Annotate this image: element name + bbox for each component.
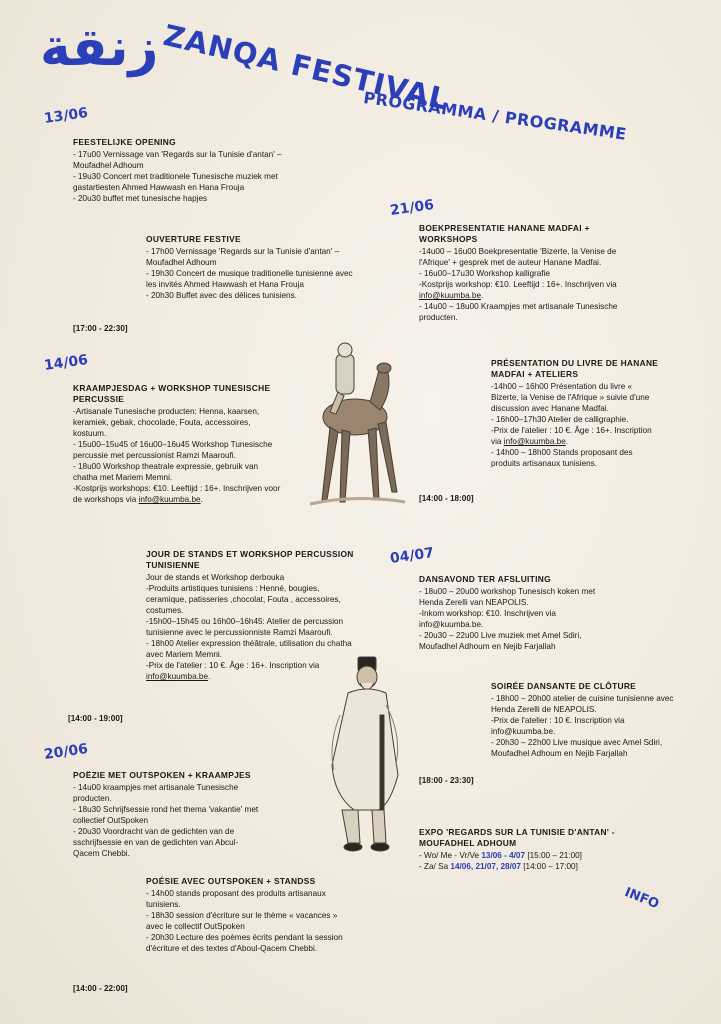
list-item: -Artisanale Tunesische producten: Henna, kaarsen, keramiek, gebak, chocolade, Fouta, accessoires, kostuum.	[73, 407, 260, 438]
list-item: - 19h30 Concert de musique traditionelle tunisienne avec les invités Ahmed Hawwash et Hana Frouja	[146, 269, 353, 289]
list-item: - 18u00 – 20u00 workshop Tunesisch koken met Henda Zerelli van NEAPOLIS.	[419, 587, 596, 607]
day3-fr-block	[146, 876, 346, 954]
list-item: -Prix de l'atelier : 10 €. Âge : 16+. Inscription via info@kuumba.be.	[491, 426, 652, 446]
list-item: -Produits artistiques tunisiens : Henné, bougies, ceramique, patisseries ,chocolat, Fouta , accessoires, costumes.	[146, 584, 341, 615]
expo-days: - Wo/ Me - Vr/Ve	[419, 851, 482, 860]
list-item: - 16h00–17h30 Atelier de calligraphie.	[491, 415, 629, 424]
list-item: - 14u00 – 18u00 Kraampjes met artisanale Tunesische producten.	[419, 302, 618, 322]
date-14-06: 14/06	[43, 352, 89, 374]
list-item: - 17h00 Vernissage 'Regards sur la Tunisie d'antan' – Moufadhel Adhoum	[146, 247, 340, 267]
expo-dates: 14/06, 21/07, 28/07	[450, 862, 521, 871]
day2-nl-block	[73, 383, 281, 505]
day3-nl-block	[73, 770, 263, 859]
expo-title: EXPO 'REGARDS SUR LA TUNISIE D'ANTAN' - MOUFADHEL ADHOUM	[419, 827, 615, 848]
day5-fr-title: SOIRÉE DANSANTE DE CLÔTURE	[491, 681, 637, 691]
programme-heading: PROGRAMMA / PROGRAMME	[362, 88, 628, 144]
email-link[interactable]: info@kuumba.be	[146, 672, 209, 681]
day2-time: [14:00 - 19:00]	[68, 714, 123, 723]
day1-nl-block	[73, 137, 283, 204]
list-item: -Kostprijs workshops: €10. Leeftijd : 16+. Inschrijven voor de workshops via info@kuumba.be.	[73, 484, 281, 504]
list-item: -15h00–15h45 ou 16h00–16h45: Atelier de percussion tunisienne avec le percussionniste Ramzi Maaroufi.	[146, 617, 344, 637]
list-item: -14h00 – 16h00 Présentation du livre « Bizerte, la Venise de l'Afrique » suivie d'une discussion avec Hanane Madfai.	[491, 382, 650, 413]
day5-nl-title: DANSAVOND TER AFSLUITING	[419, 574, 551, 584]
list-item: -14u00 – 16u00 Boekpresentatie 'Bizerte, la Venise de l'Afrique' + gesprek met de auteur Hanane Madfai.	[419, 247, 617, 267]
expo-hours: [14:00 – 17:00]	[520, 862, 578, 871]
list-item: - 20u30 Voordracht van de gedichten van de sschrijfsessie en van de gedichten van Abcul-Qacem Chebbi.	[73, 827, 239, 858]
list-item: - 18h00 – 20h00 atelier de cuisine tunisienne avec Henda Zerelli de NEAPOLIS.	[491, 694, 674, 714]
list-item: -Kostprijs workshop: €10. Leeftijd : 16+. Inschrijven via info@kuumba.be.	[419, 280, 617, 300]
day1-nl-title: FEESTELIJKE OPENING	[73, 137, 176, 147]
day5-time: [18:00 - 23:30]	[419, 776, 474, 785]
list-item: - 20h30 Buffet avec des délices tunisiens.	[146, 291, 297, 300]
day3-time: [14:00 - 22:00]	[73, 984, 128, 993]
expo-dates: 13/06 - 4/07	[481, 851, 526, 860]
list-item: - 20u30 buffet met tunesische hapjes	[73, 194, 208, 203]
camel-rider-illustration	[300, 332, 410, 512]
expo-hours: [15:00 – 21:00]	[525, 851, 582, 860]
list-item: -Inkom workshop: €10. Inschrijven via info@kuumba.be.	[419, 609, 556, 629]
expo-line-2	[419, 861, 629, 872]
list-item: -Prix de l'atelier : 10 €. Inscription via info@kuumba.be.	[491, 716, 625, 736]
list-item: - 18u00 Workshop theatrale expressie, gebruik van chatha met Mariem Memni.	[73, 462, 259, 482]
list-item: -Prix de l'atelier : 10 €. Âge : 16+. Inscription via info@kuumba.be.	[146, 661, 320, 681]
date-21-06: 21/06	[389, 197, 435, 219]
list-item: - 18u30 Schrijfsessie rond het thema 'vakantie' met collectief OutSpoken	[73, 805, 259, 825]
day5-fr-block	[491, 681, 681, 759]
info-label[interactable]: INFO	[622, 885, 662, 913]
day4-fr-block	[491, 358, 661, 469]
list-item-text: -Prix de l'atelier : 10 €. Âge : 16+. Inscription via	[146, 661, 320, 670]
list-item-text: -Kostprijs workshops: €10. Leeftijd : 16+. Inschrijven voor de workshops via	[73, 484, 281, 504]
day4-time: [14:00 - 18:00]	[419, 494, 474, 503]
list-item: - 16u00–17u30 Workshop kalligrafie	[419, 269, 550, 278]
day4-nl-title: BOEKPRESENTATIE HANANE MADFAI + WORKSHOPS	[419, 223, 590, 244]
day5-nl-block	[419, 574, 619, 652]
festival-title: ZANQA FESTIVAL	[160, 18, 452, 117]
email-link[interactable]: info@kuumba.be	[138, 495, 201, 504]
day3-nl-title: POËZIE MET OUTSPOKEN + KRAAMPJES	[73, 770, 251, 780]
list-item: - 19u30 Concert met traditionele Tunesische muziek met gastartiesten Ahmed Hawwash en Hana Frouja	[73, 172, 278, 192]
list-item: - 20u30 – 22u00 Live muziek met Amel Sdiri, Moufadhel Adhoum en Nejib Farjallah	[419, 631, 582, 651]
list-item-text: -Kostprijs workshop: €10. Leeftijd : 16+. Inschrijven via	[419, 280, 617, 289]
day4-nl-block	[419, 223, 619, 323]
email-link[interactable]: info@kuumba.be	[503, 437, 566, 446]
day2-nl-title: KRAAMPJESDAG + WORKSHOP TUNESISCHE PERCUSSIE	[73, 383, 271, 404]
email-link[interactable]: info@kuumba.be	[419, 291, 482, 300]
date-04-07: 04/07	[389, 545, 435, 567]
expo-block	[419, 827, 629, 872]
list-item: - 14u00 kraampjes met artisanale Tunesische producten.	[73, 783, 239, 803]
list-item: - 14h00 stands proposant des produits artisanaux tunisiens.	[146, 889, 326, 909]
expo-days: - Za/ Sa	[419, 862, 451, 871]
list-item: - 14h00 – 18h00 Stands proposant des produits artisanaux tunisiens.	[491, 448, 633, 468]
day1-fr-title: OUVERTURE FESTIVE	[146, 234, 241, 244]
list-item: - 20h30 – 22h00 Live musique avec Amel Sdiri, Moufadhel Adhoum en Nejib Farjallah	[491, 738, 663, 758]
day2-fr-title: JOUR DE STANDS ET WORKSHOP PERCUSSION TUNISIENNE	[146, 549, 354, 570]
date-20-06: 20/06	[43, 741, 89, 763]
list-item: - 18h30 session d'écriture sur le thème « vacances » avec le collectif OutSpoken	[146, 911, 338, 931]
list-item-text: -Prix de l'atelier : 10 €. Âge : 16+. Inscription via	[491, 426, 652, 446]
arabic-logo: زنقة	[40, 18, 159, 78]
list-item: Jour de stands et Workshop derbouka	[146, 573, 285, 582]
day1-fr-block	[146, 234, 354, 301]
date-13-06: 13/06	[43, 105, 89, 127]
list-item: - 20h30 Lecture des poèmes écrits pendant la session d'écriture et des textes d'Aboul-Qacem Chebbi.	[146, 933, 343, 953]
day3-fr-title: POÉSIE AVEC OUTSPOKEN + STANDSS	[146, 876, 316, 886]
seated-man-illustration	[320, 655, 410, 855]
list-item: - 15u00–15u45 of 16u00–16u45 Workshop Tunesische percussie met percussionist Ramzi Maaroufi.	[73, 440, 273, 460]
list-item: - 18h00 Atelier expression théâtrale, utilisation du chatha avec Mariem Memni.	[146, 639, 352, 659]
list-item: - 17u00 Vernissage van 'Regards sur la Tunisie d'antan' – Moufadhel Adhoum	[73, 150, 282, 170]
day4-fr-title: PRÉSENTATION DU LIVRE DE HANANE MADFAI + ATELIERS	[491, 358, 659, 379]
day1-time: [17:00 - 22:30]	[73, 324, 128, 333]
expo-line-1	[419, 850, 629, 861]
